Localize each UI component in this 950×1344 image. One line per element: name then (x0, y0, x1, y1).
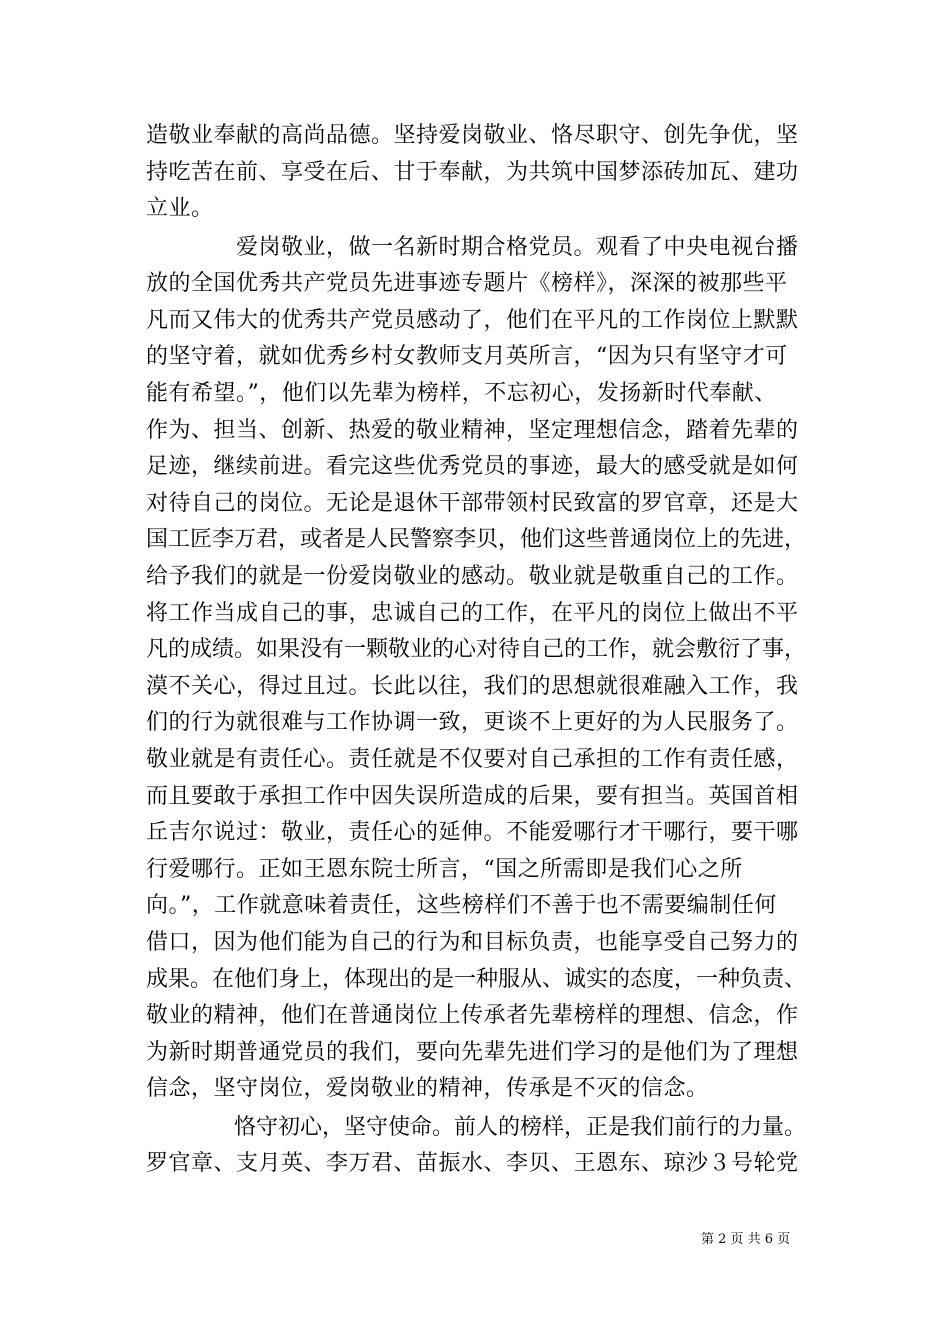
body-text-line: 成果。在他们身上，体现出的是一种服从、诚实的态度，一种负责、 (146, 967, 807, 992)
body-text-line: 将工作当成自己的事，忠诚自己的工作，在平凡的岗位上做出不平 (146, 601, 799, 626)
body-text-line: 造敬业奉献的高尚品德。坚持爱岗敬业、恪尽职守、创先争优，坚 (146, 123, 799, 148)
body-text-line: 行爱哪行。正如王恩东院士所言，“国之所需即是我们心之所 (146, 857, 743, 882)
body-text-line: 爱岗敬业，做一名新时期合格党员。观看了中央电视台播 (146, 235, 799, 260)
body-text-line: 借口，因为他们能为自己的行为和目标负责，也能享受自己努力的 (146, 930, 799, 955)
body-text-line: 罗官章、支月英、李万君、苗振水、李贝、王恩东、琼沙３号轮党 (146, 1151, 799, 1176)
body-text-line: 信念，坚守岗位，爱岗敬业的精神，传承是不灭的信念。 (146, 1076, 709, 1101)
body-text-line: 放的全国优秀共产党员先进事迹专题片《榜样》，深深的被那些平 (146, 271, 788, 296)
body-text-line: 为新时期普通党员的我们，要向先辈先进们学习的是他们为了理想 (146, 1040, 799, 1065)
body-text-line: 向。”，工作就意味着责任，这些榜样们不善于也不需要编制任何 (146, 893, 777, 918)
body-text-line: 丘吉尔说过：敬业，责任心的延伸。不能爱哪行才干哪行，要干哪 (146, 820, 799, 845)
body-text-line: 漠不关心，得过且过。长此以往，我们的思想就很难融入工作，我 (146, 674, 799, 699)
body-text-line: 凡而又伟大的优秀共产党员感动了，他们在平凡的工作岗位上默默 (146, 308, 799, 333)
body-text-line: 恪守初心，坚守使命。前人的榜样，正是我们前行的力量。 (146, 1115, 807, 1140)
body-text-line: 国工匠李万君，或者是人民警察李贝，他们这些普通岗位上的先进， (146, 527, 807, 552)
body-text-line: 立业。 (146, 196, 214, 221)
body-text-line: 凡的成绩。如果没有一颗敬业的心对待自己的工作，就会敷衍了事， (146, 637, 807, 662)
body-text-line: 持吃苦在前、享受在后、甘于奉献，为共筑中国梦添砖加瓦、建功 (146, 160, 799, 185)
body-text-line: 作为、担当、创新、热爱的敬业精神，坚定理想信念，踏着先辈的 (146, 418, 799, 443)
body-text-line: 足迹，继续前进。看完这些优秀党员的事迹，最大的感受就是如何 (146, 454, 799, 479)
body-text-line: 敬业就是有责任心。责任就是不仅要对自己承担的工作有责任感， (146, 747, 799, 772)
body-text-line: 的坚守着，就如优秀乡村女教师支月英所言，“因为只有坚守才可 (146, 344, 788, 369)
body-text-line: 给予我们的就是一份爱岗敬业的感动。敬业就是敬重自己的工作。 (146, 564, 799, 589)
body-text-line: 敬业的精神，他们在普通岗位上传承者先辈榜样的理想、信念，作 (146, 1003, 799, 1028)
body-text-line: 能有希望。”，他们以先辈为榜样，不忘初心，发扬新时代奉献、 (146, 381, 777, 406)
body-text-line: 而且要敢于承担工作中因失误所造成的后果，要有担当。英国首相 (146, 784, 799, 809)
body-text-line: 们的行为就很难与工作协调一致，更谈不上更好的为人民服务了。 (146, 710, 799, 735)
body-text-line: 对待自己的岗位。无论是退休干部带领村民致富的罗官章，还是大 (146, 491, 799, 516)
page-number-footer: 第 2 页 共 6 页 (701, 1232, 791, 1247)
